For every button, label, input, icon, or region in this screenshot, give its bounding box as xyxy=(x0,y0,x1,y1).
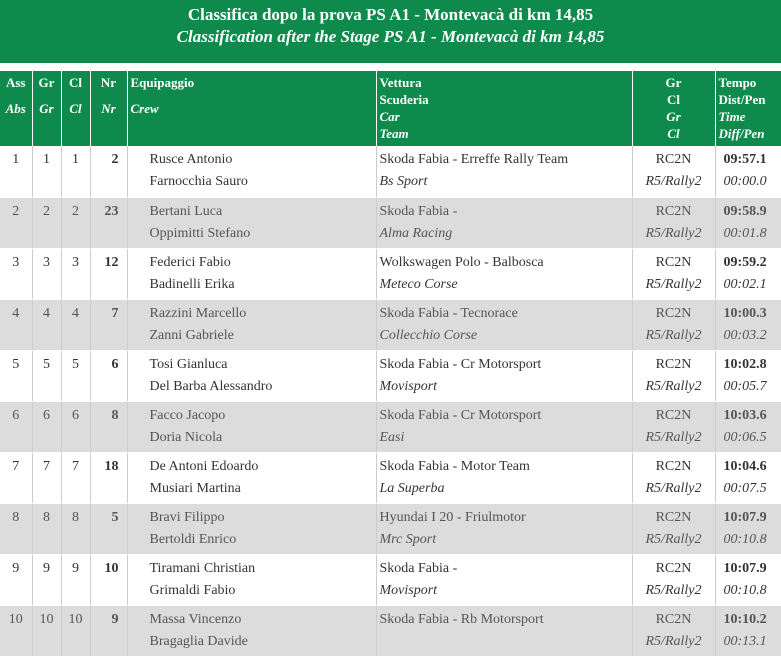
time-diff: 00:13.1 xyxy=(723,633,767,649)
group: RC2N xyxy=(655,611,692,627)
driver: Bravi Filippo xyxy=(149,509,225,525)
col-cl: Cl Cl xyxy=(61,71,90,146)
group-class xyxy=(632,197,715,248)
group-position: 5 xyxy=(32,350,61,401)
team: Meteco Corse xyxy=(379,276,458,292)
codriver: Musiari Martina xyxy=(149,480,241,496)
stage-time: 10:02.8 xyxy=(723,356,767,372)
group-position: 3 xyxy=(32,248,61,299)
team: Alma Racing xyxy=(379,225,453,241)
class-position: 1 xyxy=(61,146,90,197)
stage-time: 09:59.2 xyxy=(723,254,767,270)
car: Hyundai I 20 - Friulmotor xyxy=(379,509,526,525)
stage-time: 09:58.9 xyxy=(723,203,767,219)
car-number: 18 xyxy=(90,452,127,503)
table-row xyxy=(0,503,781,554)
abs-position: 1 xyxy=(0,146,32,197)
group: RC2N xyxy=(655,254,692,270)
group-class xyxy=(632,146,715,197)
codriver: Bertoldi Enrico xyxy=(149,531,237,547)
group-class xyxy=(632,248,715,299)
car: Skoda Fabia - xyxy=(379,203,458,219)
abs-position: 3 xyxy=(0,248,32,299)
classification-table xyxy=(0,71,781,657)
group-position: 8 xyxy=(32,503,61,554)
table-header xyxy=(0,71,781,146)
time-diff: 00:10.8 xyxy=(723,582,767,598)
abs-position: 2 xyxy=(0,197,32,248)
team: Movisport xyxy=(379,582,438,598)
col-ass: Ass Abs xyxy=(0,71,32,146)
class-position: 8 xyxy=(61,503,90,554)
crew xyxy=(127,248,376,299)
stage-time: 10:00.3 xyxy=(723,305,767,321)
crew xyxy=(127,503,376,554)
time-diff: 00:10.8 xyxy=(723,531,767,547)
group-class xyxy=(632,503,715,554)
page-title xyxy=(0,0,781,63)
codriver: Doria Nicola xyxy=(149,429,223,445)
stage-time: 10:03.6 xyxy=(723,407,767,423)
car: Skoda Fabia - Erreffe Rally Team xyxy=(379,152,569,167)
time xyxy=(715,146,781,197)
codriver: Bragaglia Davide xyxy=(149,633,248,649)
abs-position: 9 xyxy=(0,554,32,605)
time xyxy=(715,350,781,401)
team: Mrc Sport xyxy=(379,531,437,547)
time-diff: 00:05.7 xyxy=(723,378,767,394)
table-row xyxy=(0,554,781,605)
group-class xyxy=(632,605,715,656)
group-class xyxy=(632,554,715,605)
car-team xyxy=(376,503,632,554)
car-team xyxy=(376,350,632,401)
car-team xyxy=(376,248,632,299)
group-position: 9 xyxy=(32,554,61,605)
stage-time: 10:07.9 xyxy=(723,560,767,576)
group-class xyxy=(632,350,715,401)
car-team xyxy=(376,401,632,452)
time xyxy=(715,401,781,452)
time xyxy=(715,554,781,605)
group-position: 6 xyxy=(32,401,61,452)
driver: Bertani Luca xyxy=(149,203,223,219)
group: RC2N xyxy=(655,152,692,167)
crew xyxy=(127,350,376,401)
abs-position: 6 xyxy=(0,401,32,452)
team: Bs Sport xyxy=(379,174,428,189)
class: R5/Rally2 xyxy=(645,174,702,189)
car: Skoda Fabia - Cr Motorsport xyxy=(379,356,542,372)
class: R5/Rally2 xyxy=(645,582,702,598)
crew xyxy=(127,197,376,248)
time xyxy=(715,452,781,503)
time xyxy=(715,299,781,350)
class: R5/Rally2 xyxy=(645,225,702,241)
car: Skoda Fabia - xyxy=(379,560,458,576)
class: R5/Rally2 xyxy=(645,276,702,292)
group: RC2N xyxy=(655,203,692,219)
codriver: Badinelli Erika xyxy=(149,276,235,292)
car-team xyxy=(376,605,632,656)
driver: Tiramani Christian xyxy=(149,560,256,576)
col-car: Vettura Scuderia Car Team xyxy=(376,71,632,146)
crew xyxy=(127,299,376,350)
table-row xyxy=(0,605,781,656)
class: R5/Rally2 xyxy=(645,327,702,343)
car-number: 10 xyxy=(90,554,127,605)
table-row xyxy=(0,146,781,197)
class: R5/Rally2 xyxy=(645,531,702,547)
time-diff: 00:07.5 xyxy=(723,480,767,496)
time-diff: 00:01.8 xyxy=(723,225,767,241)
driver: De Antoni Edoardo xyxy=(149,458,259,474)
col-grcl: Gr Cl Gr Cl xyxy=(632,71,715,146)
class-position: 4 xyxy=(61,299,90,350)
table-row xyxy=(0,299,781,350)
col-crew: Equipaggio Crew xyxy=(127,71,376,146)
abs-position: 8 xyxy=(0,503,32,554)
team: Movisport xyxy=(379,378,438,394)
stage-time: 10:10.2 xyxy=(723,611,767,627)
driver: Razzini Marcello xyxy=(149,305,247,321)
driver: Tosi Gianluca xyxy=(149,356,228,372)
driver: Federici Fabio xyxy=(149,254,231,270)
time xyxy=(715,605,781,656)
class-position: 10 xyxy=(61,605,90,656)
driver: Massa Vincenzo xyxy=(149,611,242,627)
class: R5/Rally2 xyxy=(645,633,702,649)
abs-position: 10 xyxy=(0,605,32,656)
car: Skoda Fabia - Tecnorace xyxy=(379,305,518,321)
group: RC2N xyxy=(655,560,692,576)
group: RC2N xyxy=(655,356,692,372)
stage-time: 10:07.9 xyxy=(723,509,767,525)
class-position: 3 xyxy=(61,248,90,299)
codriver: Zanni Gabriele xyxy=(149,327,234,343)
group-position: 1 xyxy=(32,146,61,197)
group: RC2N xyxy=(655,509,692,525)
group-position: 7 xyxy=(32,452,61,503)
car-team xyxy=(376,146,632,197)
class: R5/Rally2 xyxy=(645,480,702,496)
time xyxy=(715,197,781,248)
group-position: 4 xyxy=(32,299,61,350)
car-team xyxy=(376,452,632,503)
car: Skoda Fabia - Rb Motorsport xyxy=(379,611,544,627)
car-team xyxy=(376,299,632,350)
driver: Rusce Antonio xyxy=(149,152,233,167)
group-class xyxy=(632,299,715,350)
abs-position: 4 xyxy=(0,299,32,350)
col-nr: Nr Nr xyxy=(90,71,127,146)
car: Skoda Fabia - Motor Team xyxy=(379,458,530,474)
time xyxy=(715,503,781,554)
crew xyxy=(127,605,376,656)
table-row xyxy=(0,401,781,452)
time-diff: 00:02.1 xyxy=(723,276,767,292)
car-number: 8 xyxy=(90,401,127,452)
col-time: Tempo Dist/Pen Time Diff/Pen xyxy=(715,71,781,146)
crew xyxy=(127,401,376,452)
table-row xyxy=(0,350,781,401)
separator xyxy=(0,63,781,71)
time-diff: 00:03.2 xyxy=(723,327,767,343)
car-number: 23 xyxy=(90,197,127,248)
group: RC2N xyxy=(655,407,692,423)
crew xyxy=(127,554,376,605)
car-team xyxy=(376,197,632,248)
car: Skoda Fabia - Cr Motorsport xyxy=(379,407,542,423)
team: Collecchio Corse xyxy=(379,327,478,343)
car-number: 2 xyxy=(90,146,127,197)
abs-position: 5 xyxy=(0,350,32,401)
group-class xyxy=(632,452,715,503)
abs-position: 7 xyxy=(0,452,32,503)
car-number: 9 xyxy=(90,605,127,656)
car-number: 7 xyxy=(90,299,127,350)
codriver: Grimaldi Fabio xyxy=(149,582,236,598)
car-team xyxy=(376,554,632,605)
class-position: 2 xyxy=(61,197,90,248)
group-position: 10 xyxy=(32,605,61,656)
table-row xyxy=(0,248,781,299)
codriver: Oppimitti Stefano xyxy=(149,225,251,241)
class: R5/Rally2 xyxy=(645,429,702,445)
codriver: Farnocchia Sauro xyxy=(149,174,248,189)
table-row xyxy=(0,452,781,503)
car-number: 6 xyxy=(90,350,127,401)
group: RC2N xyxy=(655,458,692,474)
title-italian: Classifica dopo la prova PS A1 - Montevacà di km 14,85 xyxy=(187,5,594,24)
group-position: 2 xyxy=(32,197,61,248)
class: R5/Rally2 xyxy=(645,378,702,394)
stage-time: 09:57.1 xyxy=(723,152,767,167)
crew xyxy=(127,146,376,197)
car-number: 12 xyxy=(90,248,127,299)
group: RC2N xyxy=(655,305,692,321)
codriver: Del Barba Alessandro xyxy=(149,378,273,394)
class-position: 9 xyxy=(61,554,90,605)
group-class xyxy=(632,401,715,452)
col-gr: Gr Gr xyxy=(32,71,61,146)
time-diff: 00:00.0 xyxy=(723,174,767,189)
car-number: 5 xyxy=(90,503,127,554)
crew xyxy=(127,452,376,503)
class-position: 5 xyxy=(61,350,90,401)
team: La Superba xyxy=(379,480,445,496)
stage-time: 10:04.6 xyxy=(723,458,767,474)
title-english: Classification after the Stage PS A1 - Montevacà di km 14,85 xyxy=(176,27,605,46)
table-row xyxy=(0,197,781,248)
driver: Facco Jacopo xyxy=(149,407,226,423)
class-position: 7 xyxy=(61,452,90,503)
team: Easi xyxy=(379,429,405,445)
time-diff: 00:06.5 xyxy=(723,429,767,445)
class-position: 6 xyxy=(61,401,90,452)
time xyxy=(715,248,781,299)
car: Wolkswagen Polo - Balbosca xyxy=(379,254,544,270)
